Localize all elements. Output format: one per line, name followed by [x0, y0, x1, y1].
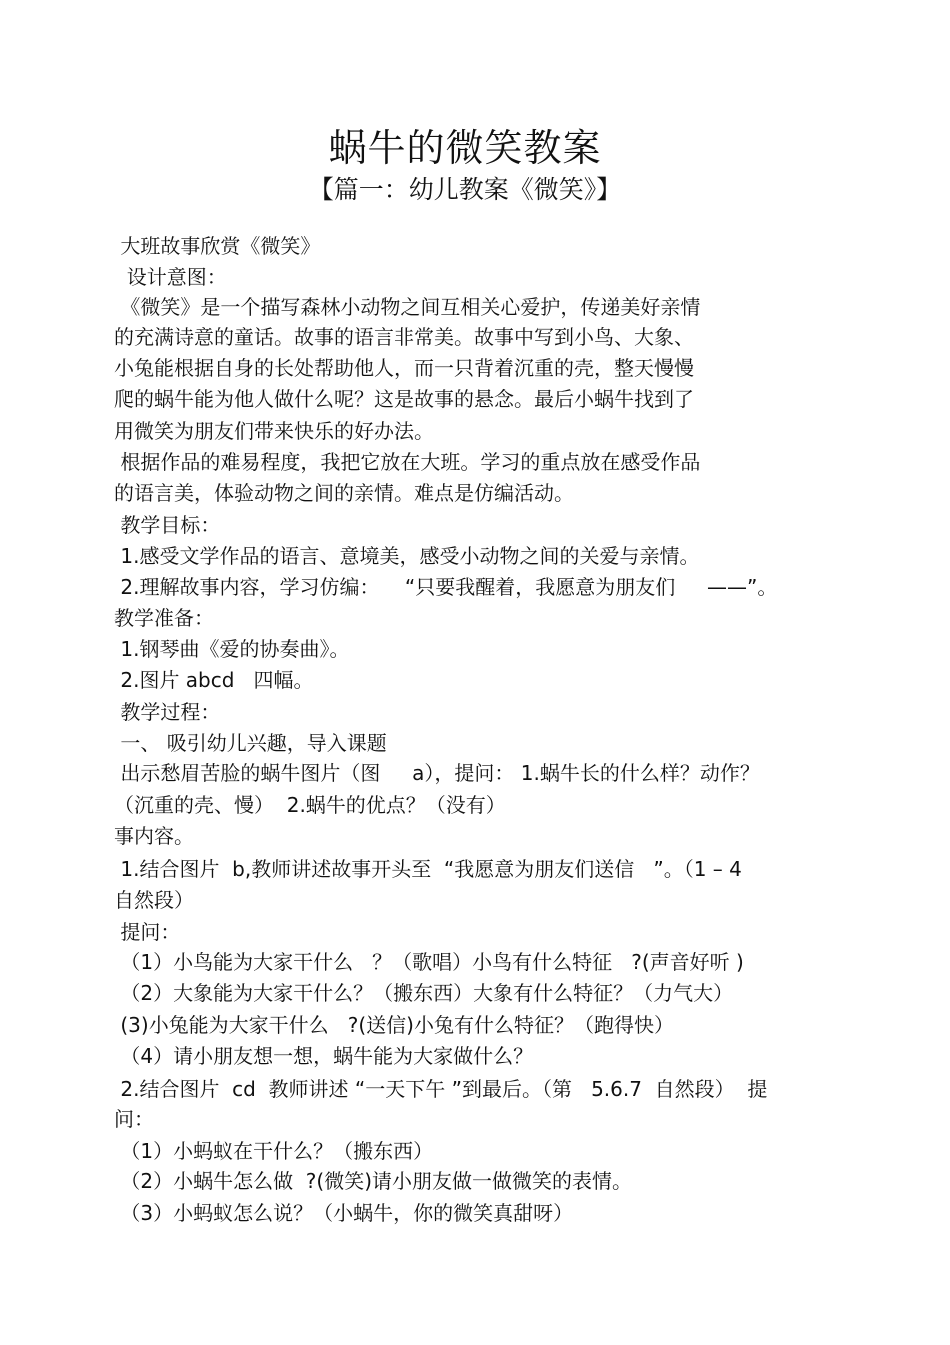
- paragraph-line: （4）请小朋友想一想，蜗牛能为大家做什么？: [114, 1044, 534, 1068]
- document-title: 蜗牛的微笑教案: [328, 126, 602, 170]
- paragraph-line: 事内容。: [114, 824, 194, 848]
- paragraph-line: 《微笑》是一个描写森林小动物之间互相关心爱护，传递美好亲情: [114, 295, 701, 319]
- paragraph-line: 用微笑为朋友们带来快乐的好办法。: [114, 419, 434, 443]
- paragraph-line: 设计意图：: [114, 265, 227, 289]
- paragraph-line: 1.钢琴曲《爱的协奏曲》。: [114, 637, 350, 661]
- paragraph-line: 大班故事欣赏《微笑》: [114, 234, 321, 258]
- paragraph-line: （1）小鸟能为大家干什么 ？（歌唱）小鸟有什么特征 ?(声音好听 ): [114, 950, 744, 974]
- paragraph-line: 自然段）: [114, 888, 194, 912]
- paragraph-line: 1.感受文学作品的语言、意境美，感受小动物之间的关爱与亲情。: [114, 544, 700, 568]
- paragraph-line: 2.理解故事内容，学习仿编： “只要我醒着，我愿意为朋友们 ——”。: [114, 575, 778, 599]
- paragraph-line: （1）小蚂蚁在干什么？（搬东西）: [114, 1139, 434, 1163]
- paragraph-line: （3）小蚂蚁怎么说？（小蜗牛，你的微笑真甜呀）: [114, 1201, 574, 1225]
- paragraph-line: 根据作品的难易程度，我把它放在大班。学习的重点放在感受作品: [114, 450, 701, 474]
- paragraph-line: 的充满诗意的童话。故事的语言非常美。故事中写到小鸟、大象、: [114, 325, 694, 349]
- paragraph-line: 出示愁眉苦脸的蜗牛图片（图 a），提问： 1.蜗牛长的什么样？动作？: [114, 761, 760, 785]
- section-heading: 教学准备：: [114, 606, 214, 630]
- paragraph-line: （2）小蜗牛怎么做 ?(微笑)请小朋友做一做微笑的表情。: [114, 1169, 633, 1193]
- paragraph-line: （沉重的壳、慢） 2.蜗牛的优点？（没有）: [114, 793, 506, 817]
- paragraph-line: 提问：: [114, 920, 181, 944]
- paragraph-line: 爬的蜗牛能为他人做什么呢？这是故事的悬念。最后小蜗牛找到了: [114, 387, 694, 411]
- paragraph-line: 小兔能根据自身的长处帮助他人，而一只背着沉重的壳，整天慢慢: [114, 356, 694, 380]
- paragraph-line: 的语言美，体验动物之间的亲情。难点是仿编活动。: [114, 481, 574, 505]
- section-heading: 教学目标：: [114, 513, 221, 537]
- section-heading: 教学过程：: [114, 700, 221, 724]
- paragraph-line: 问：: [114, 1107, 154, 1131]
- paragraph-line: 1.结合图片 b,教师讲述故事开头至 “我愿意为朋友们送信 ”。（1 – 4: [114, 857, 742, 881]
- paragraph-line: 一、 吸引幼儿兴趣，导入课题: [114, 731, 387, 755]
- document-subtitle: 【篇一：幼儿教案《微笑》】: [308, 175, 622, 204]
- paragraph-line: 2.结合图片 cd 教师讲述 “一天下午 ”到最后。（第 5.6.7 自然段） 提: [114, 1077, 768, 1101]
- paragraph-line: 2.图片 abcd 四幅。: [114, 668, 314, 692]
- paragraph-line: (3)小兔能为大家干什么 ?(送信)小兔有什么特征？（跑得快）: [114, 1013, 674, 1037]
- paragraph-line: （2）大象能为大家干什么？（搬东西）大象有什么特征？（力气大）: [114, 981, 734, 1005]
